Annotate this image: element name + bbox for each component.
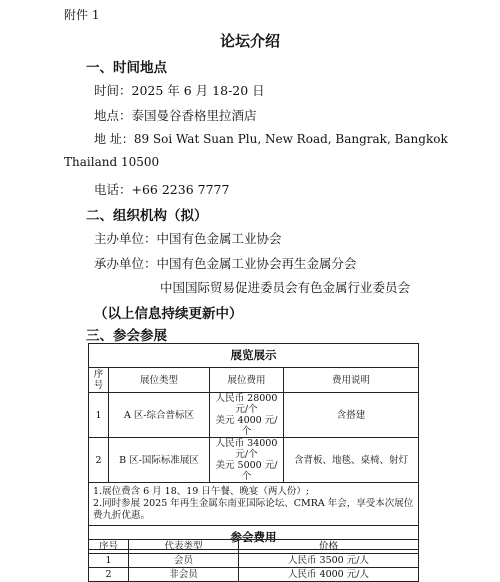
row-fee-desc: 含背板、地毯、桌椅、射灯: [284, 438, 419, 483]
section-time-place-heading: 一、时间地点: [86, 60, 167, 76]
section-participation-heading: 三、参会参展: [86, 328, 167, 344]
place-line: 地点：泰国曼谷香格里拉酒店: [94, 108, 257, 123]
row-no: 1: [89, 554, 129, 568]
col-header-fee-desc: 费用说明: [284, 368, 419, 393]
table-row: [89, 568, 419, 582]
table-row: [89, 554, 419, 568]
col-header-no: 序号: [89, 368, 109, 393]
address-line-2: Thailand 10500: [64, 155, 160, 169]
row-booth-type: B 区-国际标准展区: [109, 438, 210, 483]
row-no: 2: [89, 568, 129, 582]
row-rep-type: 非会员: [129, 568, 239, 582]
row-rep-type: 会员: [129, 554, 239, 568]
col-header-rep-type: 代表类型: [129, 540, 239, 554]
exhibition-notes: [89, 483, 419, 526]
col-header-no: 序号: [89, 540, 129, 554]
fee-rmb: 人民币 28000 元/个: [215, 393, 278, 415]
section-organization-heading: 二、组织机构（拟）: [86, 208, 208, 224]
fee-usd: 美元 5000 元/个: [215, 460, 278, 482]
row-fee-desc: 含搭建: [284, 393, 419, 438]
annex-label: 附件 1: [64, 8, 100, 22]
col-header-price: 价格: [239, 540, 419, 554]
row-price: 人民币 4000 元/人: [239, 568, 419, 582]
table-row: [89, 438, 419, 483]
table-row: [89, 393, 419, 438]
exhibition-title: 展览展示: [89, 344, 419, 368]
col-header-booth-fee: 展位费用: [210, 368, 284, 393]
phone-line: 电话：+66 2236 7777: [94, 182, 230, 197]
row-no: 2: [89, 438, 109, 483]
attendance-title: 参会费用: [89, 526, 419, 550]
note-1: 1.展位费含 6 月 18、19 日午餐、晚宴（两人份）;: [93, 486, 310, 497]
organizer-line-2: 中国国际贸易促进委员会有色金属行业委员会: [160, 280, 411, 295]
update-note: （以上信息持续更新中）: [94, 306, 243, 322]
time-line: 时间：2025 年 6 月 18-20 日: [94, 83, 265, 98]
host-line: 主办单位：中国有色金属工业协会: [94, 231, 282, 246]
organizer-line-1: 承办单位：中国有色金属工业协会再生金属分会: [94, 256, 357, 271]
col-header-booth-type: 展位类型: [109, 368, 210, 393]
exhibition-table: [88, 343, 419, 550]
fee-rmb: 人民币 34000 元/个: [215, 438, 278, 460]
row-booth-type: A 区-综合普标区: [109, 393, 210, 438]
row-booth-fee: [210, 393, 284, 438]
row-price: 人民币 3500 元/人: [239, 554, 419, 568]
row-booth-fee: [210, 438, 284, 483]
fee-usd: 美元 4000 元/个: [215, 415, 278, 437]
row-no: 1: [89, 393, 109, 438]
note-2: 2.同时参展 2025 年再生金属东南亚国际论坛、CMRA 年会，享受本次展位费九折优惠。: [93, 498, 414, 521]
address-line-1: 地 址：89 Soi Wat Suan Plu, New Road, Bangrak, Bangkok: [94, 132, 448, 146]
attendance-table: [88, 539, 419, 582]
page-title: 论坛介绍: [219, 32, 280, 50]
